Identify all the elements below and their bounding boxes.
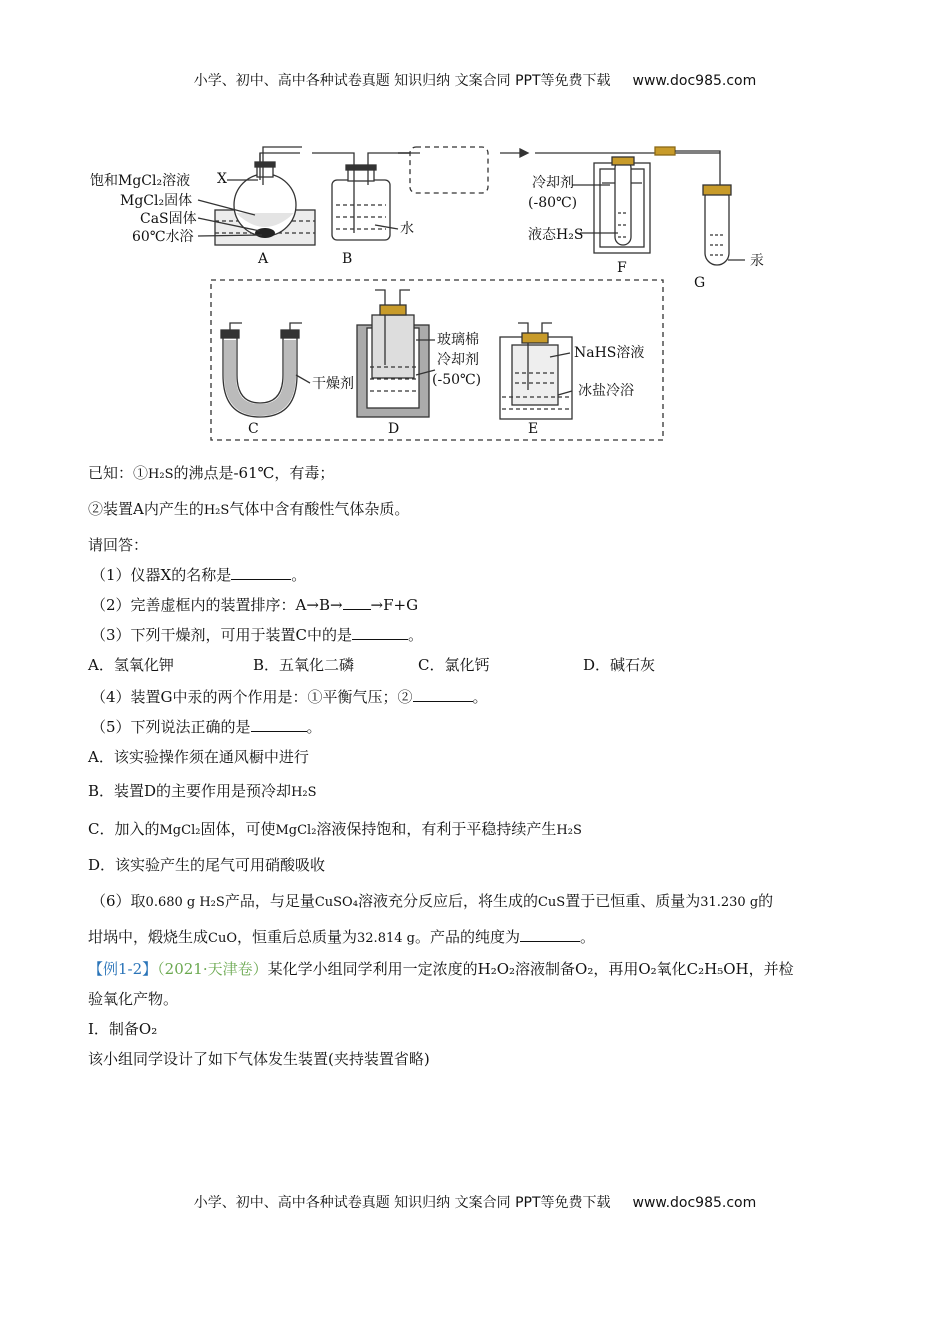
label-mercury: 汞 <box>750 253 764 269</box>
label-coolant-f-temp: (-80℃) <box>528 195 578 211</box>
section-title: Ⅰ．制备O₂ <box>88 1020 158 1038</box>
question-3-options <box>88 654 655 675</box>
label-saturated: 饱和MgCl₂溶液 <box>90 173 191 189</box>
u-tube-c <box>230 340 290 410</box>
page-header <box>0 70 950 90</box>
example-cite: （2021·天津卷） <box>157 960 268 978</box>
label-coolant-f: 冷却剂 <box>532 175 574 191</box>
q5-option-c[interactable]: C．加入的MgCl₂固体，可使MgCl₂溶液保持饱和，有利于平稳持续产生H₂S <box>88 820 582 838</box>
question-2: （2）完善虚框内的装置排序：A→B→ →F+G <box>91 596 419 614</box>
question-6-line-2: 坩埚中，煅烧生成CuO，恒重后总质量为32.814 g。产品的纯度为 。 <box>88 928 595 946</box>
test-tube-g <box>705 185 729 265</box>
label-g: G <box>694 275 706 291</box>
answer-blank-3[interactable] <box>352 625 408 640</box>
answer-blank-6[interactable] <box>520 927 580 942</box>
question-3: （3）下列干燥剂，可用于装置C中的是 。 <box>91 626 424 644</box>
known-line-2: ②装置A内产生的H₂S气体中含有酸性气体杂质。 <box>88 500 410 518</box>
option-a[interactable]: A．氢氧化钾 <box>88 656 174 674</box>
q5-option-d[interactable]: D．该实验产生的尾气可用硝酸吸收 <box>88 856 326 874</box>
label-coolant-d-temp: (-50℃) <box>432 372 482 388</box>
q5-option-b[interactable]: B．装置D的主要作用是预冷却H₂S <box>88 782 317 800</box>
q5-option-a[interactable]: A．该实验操作须在通风橱中进行 <box>88 748 309 766</box>
option-c[interactable]: C．氯化钙 <box>418 656 490 674</box>
footer-text: 小学、初中、高中各种试卷真题 知识归纳 文案合同 PPT等免费下载 <box>193 1195 611 1211</box>
label-e: E <box>528 421 539 437</box>
label-c: C <box>248 421 259 437</box>
u-tube-f <box>615 160 631 245</box>
label-b: B <box>342 251 353 267</box>
label-coolant-d: 冷却剂 <box>437 352 479 368</box>
example-tag: 【例1-2】 <box>88 960 158 978</box>
option-b[interactable]: B．五氧化二磷 <box>253 656 355 674</box>
design-text: 该小组同学设计了如下气体发生装置(夹持装置省略) <box>88 1050 430 1068</box>
question-4: （4）装置G中汞的两个作用是：①平衡气压；② 。 <box>91 688 488 706</box>
label-a: A <box>258 251 269 267</box>
page-footer <box>0 1192 950 1212</box>
label-mgcl2: MgCl₂固体 <box>120 193 193 209</box>
label-icebath: 冰盐冷浴 <box>578 383 634 399</box>
answer-blank-1[interactable] <box>231 565 291 580</box>
label-liquid-h2s: 液态H₂S <box>528 227 584 243</box>
header-text: 小学、初中、高中各种试卷真题 知识归纳 文案合同 PPT等免费下载 <box>193 73 611 89</box>
label-nahs: NaHS溶液 <box>574 345 645 361</box>
dashed-placeholder-box <box>410 147 488 193</box>
label-glasswool: 玻璃棉 <box>437 332 479 348</box>
label-bath: 60℃水浴 <box>132 229 194 245</box>
header-url[interactable]: www.doc985.com <box>632 73 757 89</box>
label-f: F <box>617 260 627 276</box>
option-d[interactable]: D．碱石灰 <box>583 656 656 674</box>
known-line-1: 已知：①H₂S的沸点是-61℃，有毒； <box>88 464 335 482</box>
bottle-b <box>332 180 390 240</box>
answer-blank-5[interactable] <box>251 717 307 732</box>
example-line-2: 验氧化产物。 <box>88 990 179 1008</box>
label-cas: CaS固体 <box>140 211 197 227</box>
label-x: X <box>217 171 227 187</box>
question-1: （1）仪器X的名称是 。 <box>91 566 307 584</box>
apparatus-figure <box>80 125 800 450</box>
answer-blank-4[interactable] <box>413 687 473 702</box>
label-d: D <box>388 421 400 437</box>
footer-url[interactable]: www.doc985.com <box>632 1195 757 1211</box>
question-5: （5）下列说法正确的是 。 <box>91 718 322 736</box>
label-desiccant: 干燥剂 <box>312 376 354 392</box>
example-header: 【例1-2】（2021·天津卷）某化学小组同学利用一定浓度的H₂O₂溶液制备O₂，再用O₂氧化C₂H₅OH，并检 <box>88 960 794 978</box>
label-water: 水 <box>400 221 414 237</box>
answer-blank-2[interactable] <box>343 595 371 610</box>
prompt: 请回答： <box>88 536 149 554</box>
question-6-line-1: （6）取0.680 g H₂S产品，与足量CuSO₄溶液充分反应后，将生成的CuS置于已恒重、质量为31.230 g的 <box>91 892 774 910</box>
